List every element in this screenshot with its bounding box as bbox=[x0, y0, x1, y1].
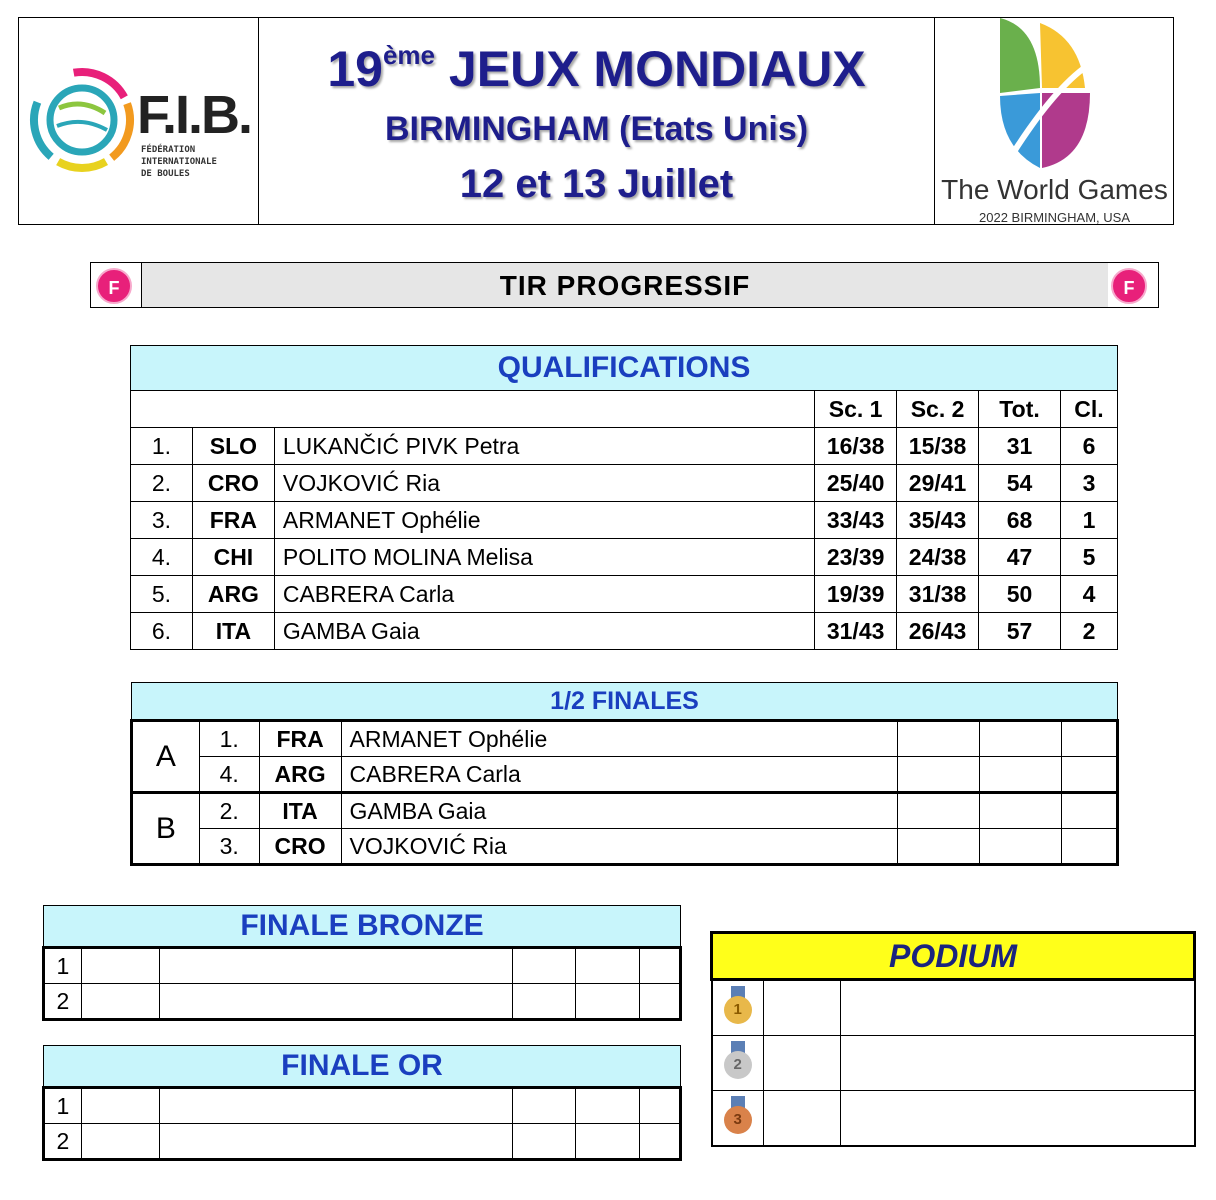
silver-medal-icon: 2 bbox=[723, 1041, 753, 1085]
female-badge-icon: F bbox=[96, 268, 132, 304]
table-row: 4. CHI POLITO MOLINA Melisa 23/39 24/38 47 5 bbox=[131, 539, 1118, 576]
table-row: 1. SLO LUKANČIĆ PIVK Petra 16/38 15/38 31 6 bbox=[131, 428, 1118, 465]
fib-fullname: FÉDÉRATION INTERNATIONALE DE BOULES bbox=[141, 145, 217, 179]
page-title: 19ème JEUX MONDIAUX bbox=[327, 40, 866, 97]
page-subtitle: BIRMINGHAM (Etats Unis) bbox=[384, 110, 809, 148]
finale-bronze-table bbox=[42, 905, 682, 1021]
qualifications-table bbox=[130, 345, 1118, 650]
table-row: 6. ITA GAMBA Gaia 31/43 26/43 57 2 bbox=[131, 613, 1118, 650]
header bbox=[18, 17, 1174, 225]
table-row: 3. FRA ARMANET Ophélie 33/43 35/43 68 1 bbox=[131, 502, 1118, 539]
finale-or-title: FINALE OR bbox=[44, 1046, 681, 1088]
fib-logo bbox=[19, 18, 259, 224]
fib-emblem-icon bbox=[27, 58, 137, 188]
table-row: A 1. FRA ARMANET Ophélie bbox=[132, 721, 1118, 757]
finale-or-table bbox=[42, 1045, 682, 1161]
podium-row bbox=[712, 1036, 1195, 1091]
table-row: 2 bbox=[44, 984, 681, 1020]
table-row: 2. CRO VOJKOVIĆ Ria 25/40 29/41 54 3 bbox=[131, 465, 1118, 502]
table-row: 2 bbox=[44, 1124, 681, 1160]
semifinals-title: 1/2 FINALES bbox=[132, 683, 1118, 721]
event-dates: 12 et 13 Juillet bbox=[459, 162, 734, 206]
table-row: 5. ARG CABRERA Carla 19/39 31/38 50 4 bbox=[131, 576, 1118, 613]
table-row: 4. ARG CABRERA Carla bbox=[132, 757, 1118, 793]
event-title: TIR PROGRESSIF bbox=[141, 263, 1109, 307]
column-header: Cl. bbox=[1060, 391, 1117, 428]
world-games-sub: 2022 BIRMINGHAM, USA bbox=[979, 210, 1130, 225]
podium-row bbox=[712, 980, 1195, 1036]
column-header: Sc. 2 bbox=[897, 391, 979, 428]
semifinals-table bbox=[130, 682, 1119, 866]
world-games-name: The World Games bbox=[941, 174, 1168, 205]
table-row: B 2. ITA GAMBA Gaia bbox=[132, 793, 1118, 829]
female-badge-icon: F bbox=[1111, 268, 1147, 304]
podium-table bbox=[710, 931, 1196, 1147]
bronze-medal-icon: 3 bbox=[723, 1096, 753, 1140]
finale-bronze-title: FINALE BRONZE bbox=[44, 906, 681, 948]
podium-row bbox=[712, 1091, 1195, 1147]
table-row: 1 bbox=[44, 1088, 681, 1124]
qualifications-title: QUALIFICATIONS bbox=[131, 346, 1118, 391]
column-header: Sc. 1 bbox=[815, 391, 897, 428]
column-header: Tot. bbox=[979, 391, 1061, 428]
fib-initials: F.I.B. bbox=[137, 85, 252, 145]
table-row: 1 bbox=[44, 948, 681, 984]
world-games-emblem-icon bbox=[980, 18, 1130, 173]
world-games-logo bbox=[934, 18, 1173, 224]
table-row: 3. CRO VOJKOVIĆ Ria bbox=[132, 829, 1118, 865]
podium-title: PODIUM bbox=[712, 933, 1195, 980]
event-band bbox=[90, 262, 1159, 308]
group-label: A bbox=[132, 721, 200, 793]
group-label: B bbox=[132, 793, 200, 865]
gold-medal-icon: 1 bbox=[723, 986, 753, 1030]
